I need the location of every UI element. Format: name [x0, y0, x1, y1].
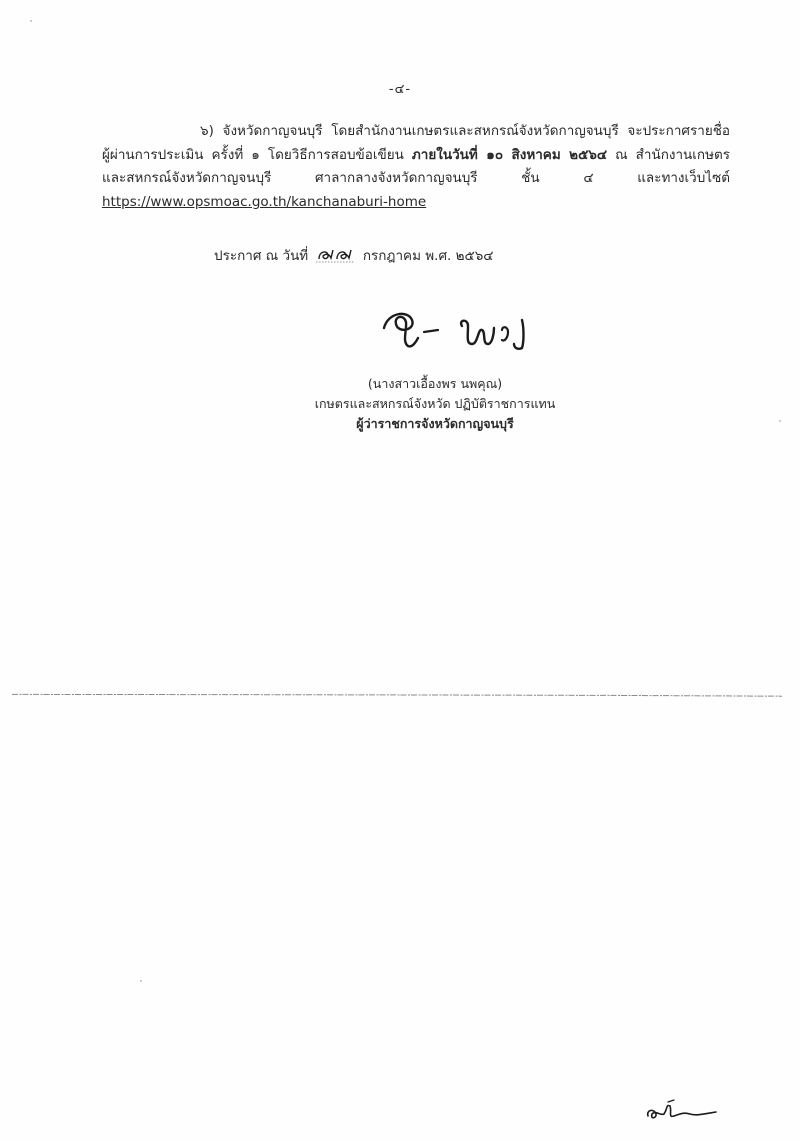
announcement-paragraph [102, 120, 730, 214]
paragraph-line-2 [102, 144, 730, 168]
scan-speck [779, 420, 781, 422]
website-link[interactable]: https://www.opsmoac.go.th/kanchanaburi-home [102, 193, 427, 210]
signatory-office: ผู้ว่าราชการจังหวัดกาญจนบุรี [356, 416, 514, 431]
announcement-prefix: ประกาศ ณ วันที่ [214, 248, 309, 264]
scan-speck [30, 20, 32, 22]
deadline-date: ภายในวันที่ ๑๐ สิงหาคม ๒๕๖๔ [411, 146, 608, 163]
signatory-name: (นางสาวเอื้องพร นพคุณ) [367, 376, 503, 391]
paragraph-line-4 [102, 191, 730, 215]
horizontal-divider [12, 692, 782, 698]
page-number: -๔- [388, 82, 412, 97]
signature [378, 298, 538, 360]
announcement-date-line [214, 244, 494, 266]
handwritten-day [315, 245, 357, 263]
signatory-position: เกษตรและสหกรณ์จังหวัด ปฏิบัติราชการแทน [314, 396, 556, 411]
paragraph-line-1: ๖) จังหวัดกาญจนบุรี โดยสำนักงานเกษตรและสหกรณ์จังหวัดกาญจนบุรี จะประกาศรายชื่อ [200, 123, 730, 139]
scan-speck [140, 980, 142, 982]
paragraph-line-3: และสหกรณ์จังหวัดกาญจนบุรี ศาลากลางจังหวัดกาญจนบุรี ชั้น ๔ และทางเว็บไซต์ [102, 170, 730, 186]
paragraph-line-2-end: ณ สำนักงานเกษตร [607, 146, 730, 163]
initials-mark [644, 1098, 724, 1128]
signatory-block [300, 374, 570, 434]
paragraph-line-2-start: ผู้ผ่านการประเมิน ครั้งที่ ๑ โดยวิธีการสอบข้อเขียน [102, 146, 412, 163]
announcement-suffix: กรกฎาคม พ.ศ. ๒๕๖๔ [362, 248, 494, 264]
